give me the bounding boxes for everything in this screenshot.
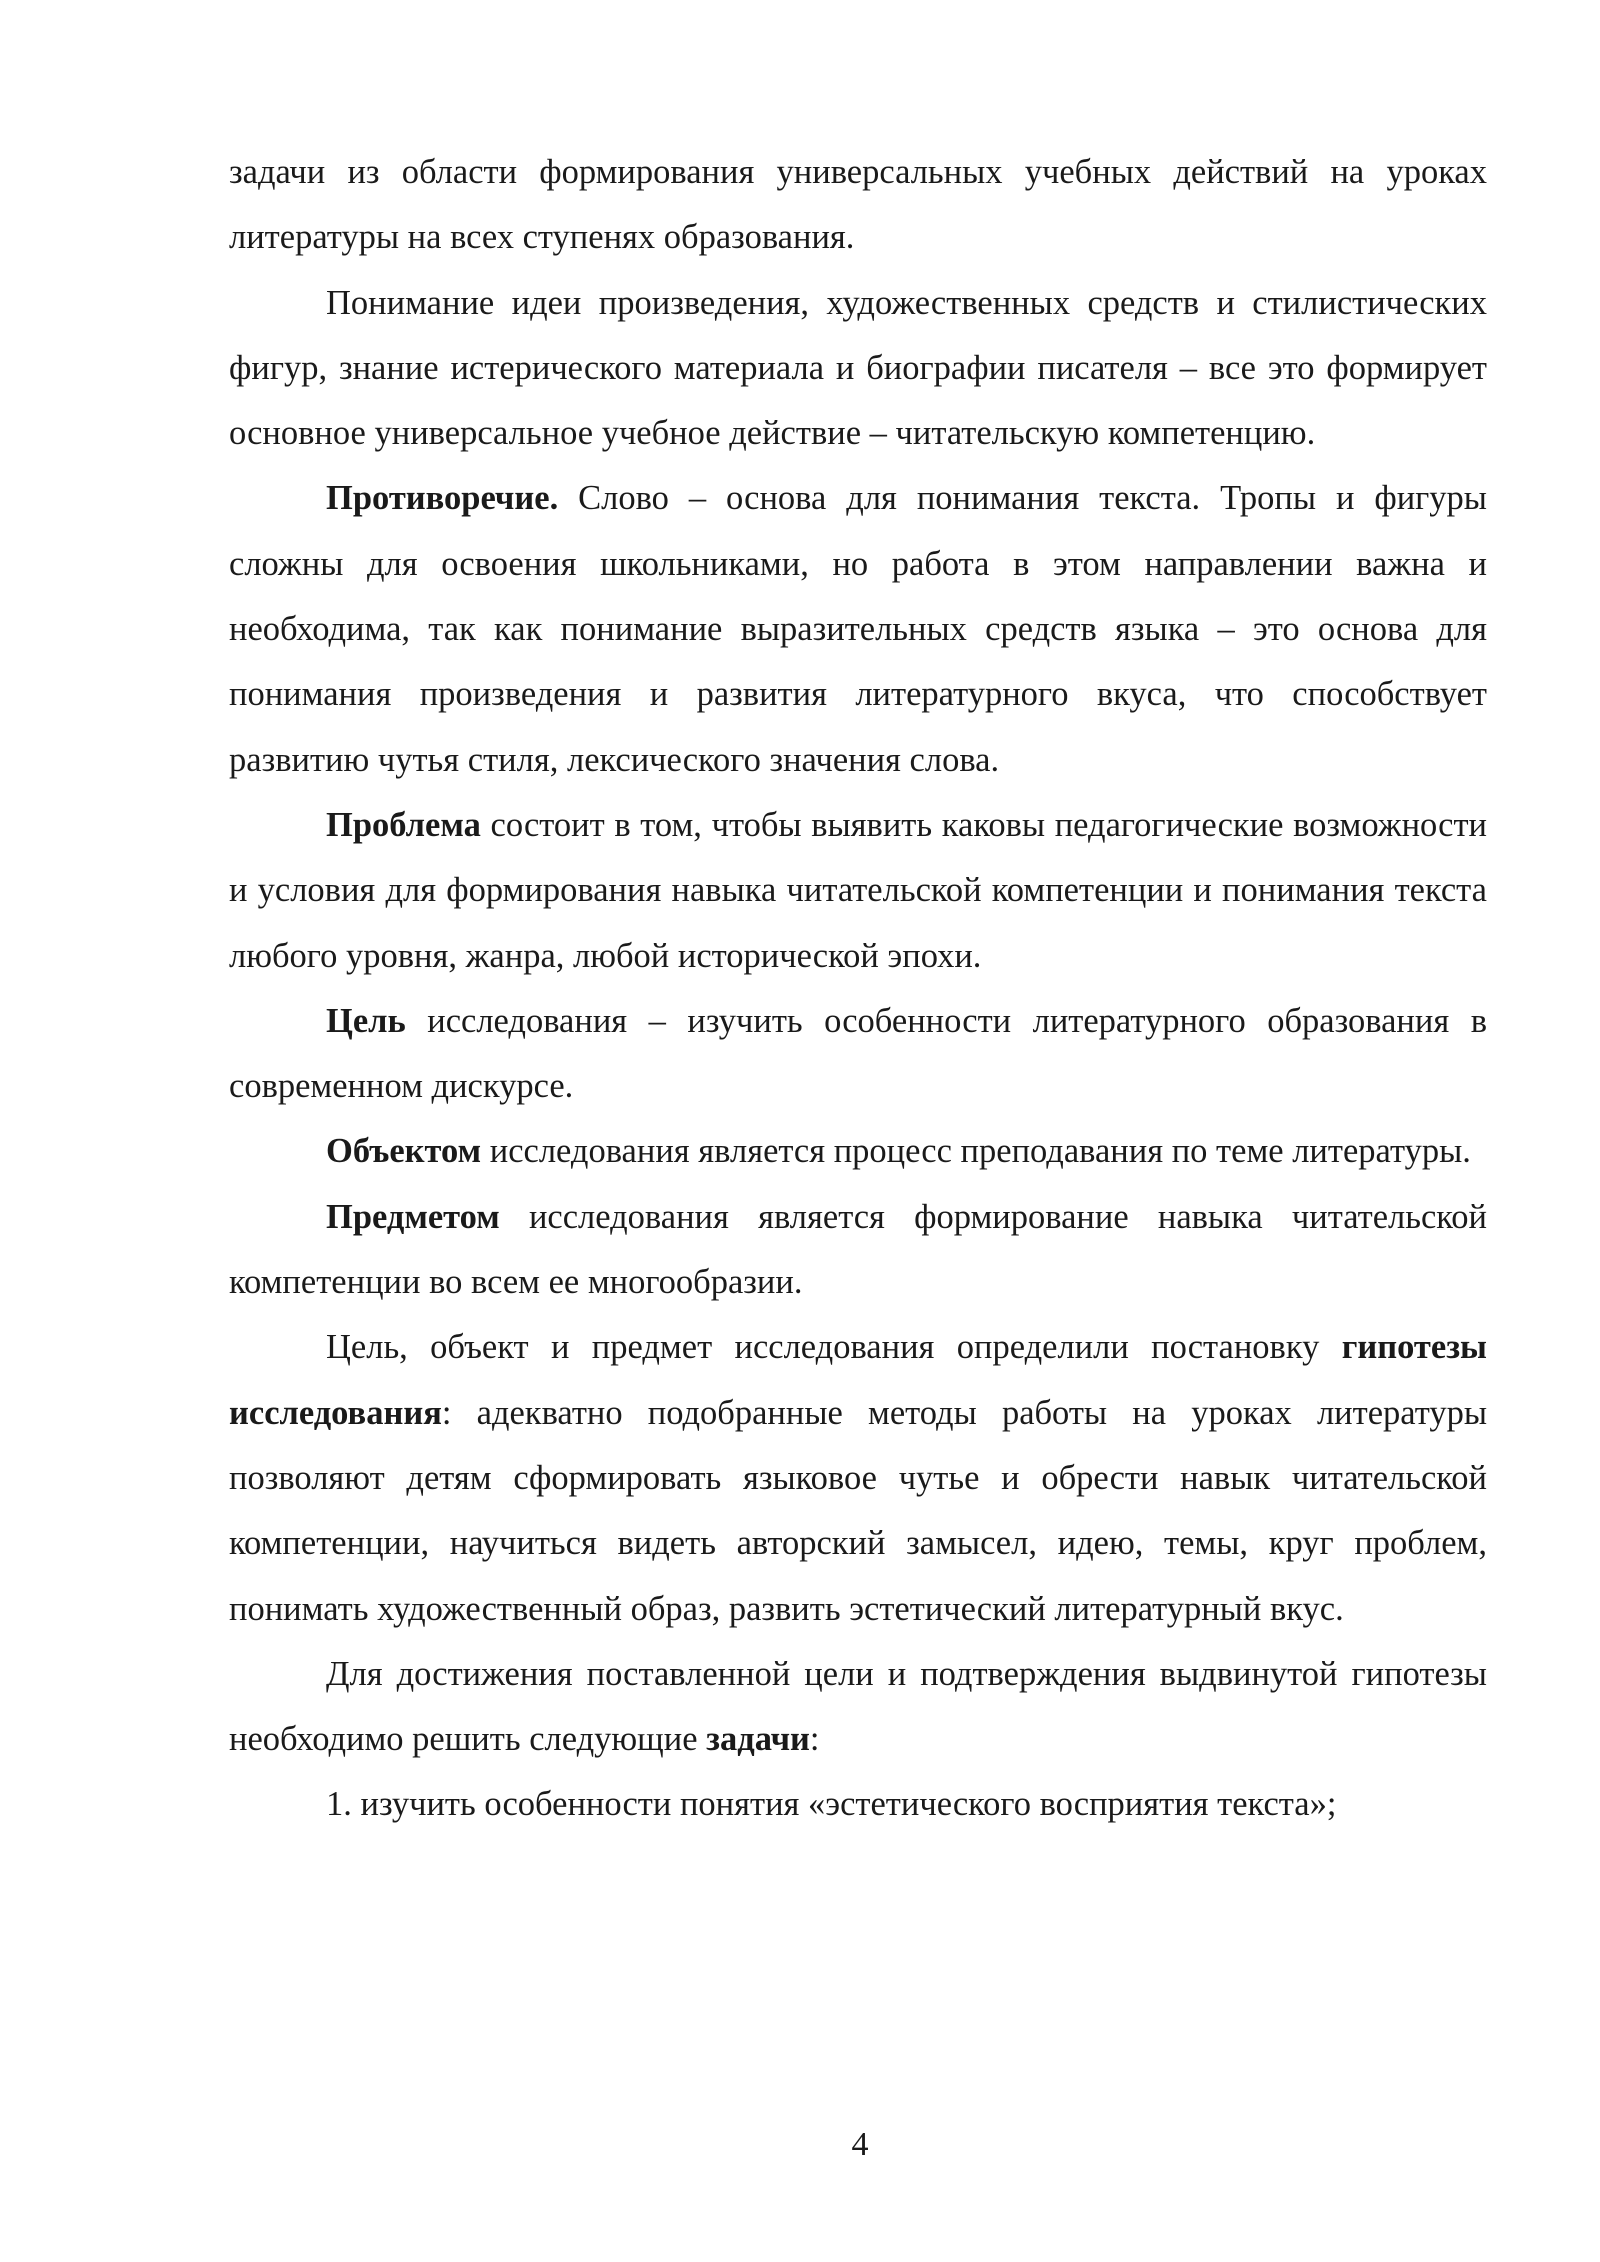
paragraph-text: состоит в том, чтобы выявить каковы педагогические возможности и условия для формирования навыка читательской компетенции и понимания текста любого уровня, жанра, любой исторической эпохи. bbox=[229, 805, 1487, 975]
paragraph-text: Для достижения поставленной цели и подтверждения выдвинутой гипотезы необходимо решить следующие bbox=[229, 1654, 1487, 1759]
paragraph-text: исследования – изучить особенности литературного образования в современном дискурсе. bbox=[229, 1001, 1487, 1106]
paragraph-text: : адекватно подобранные методы работы на уроках литературы позволяют детям сформировать языковое чутье и обрести навык читательской компетенции, научиться видеть авторский замысел, идею, темы, круг проблем, понимать художественный образ, развить эстетический литературный вкус. bbox=[229, 1393, 1487, 1628]
paragraph-contradiction bbox=[229, 466, 1487, 792]
page-number: 4 bbox=[851, 2126, 869, 2163]
paragraph-subject bbox=[229, 1185, 1487, 1316]
term-tasks: задачи bbox=[706, 1720, 810, 1759]
paragraph-text: : bbox=[809, 1720, 820, 1759]
term-goal: Цель bbox=[326, 1001, 406, 1040]
term-problem: Проблема bbox=[326, 805, 481, 844]
paragraph-text: исследования является формирование навыка читательской компетенции во всем ее многообразии. bbox=[229, 1197, 1487, 1302]
term-subject: Предметом bbox=[326, 1197, 500, 1236]
paragraph-goal bbox=[229, 989, 1487, 1120]
term-object: Объектом bbox=[326, 1132, 482, 1171]
paragraph-hypothesis bbox=[229, 1315, 1487, 1641]
paragraph-text: задачи из области формирования универсальных учебных действий на уроках литературы на всех ступенях образования. bbox=[229, 153, 1487, 257]
page-body bbox=[229, 140, 1487, 1838]
paragraph-text: Понимание идеи произведения, художественных средств и стилистических фигур, знание истерического материала и биографии писателя – все это формирует основное универсальное учебное действие – читательскую компетенцию. bbox=[229, 283, 1487, 453]
paragraph-tasks-intro bbox=[229, 1642, 1487, 1773]
paragraph-problem bbox=[229, 793, 1487, 989]
paragraph-continuation bbox=[229, 140, 1487, 271]
paragraph-text: Цель, объект и предмет исследования определили постановку bbox=[326, 1328, 1342, 1367]
paragraph-text: Слово – основа для понимания текста. Тропы и фигуры сложны для освоения школьниками, но работа в этом направлении важна и необходима, так как понимание выразительных средств языка – это основа для понимания произведения и развития литературного вкуса, что способствует развитию чутья стиля, лексического значения слова. bbox=[229, 479, 1487, 779]
paragraph-text: 1. изучить особенности понятия «эстетического восприятия текста»; bbox=[326, 1785, 1337, 1824]
paragraph-understanding bbox=[229, 271, 1487, 467]
list-item-task-1 bbox=[229, 1772, 1487, 1837]
term-hypothesis: гипотезы исследования bbox=[229, 1328, 1487, 1432]
paragraph-text: исследования является процесс преподавания по теме литературы. bbox=[481, 1132, 1471, 1171]
paragraph-object bbox=[229, 1119, 1487, 1184]
term-contradiction: Противоречие. bbox=[326, 479, 559, 518]
